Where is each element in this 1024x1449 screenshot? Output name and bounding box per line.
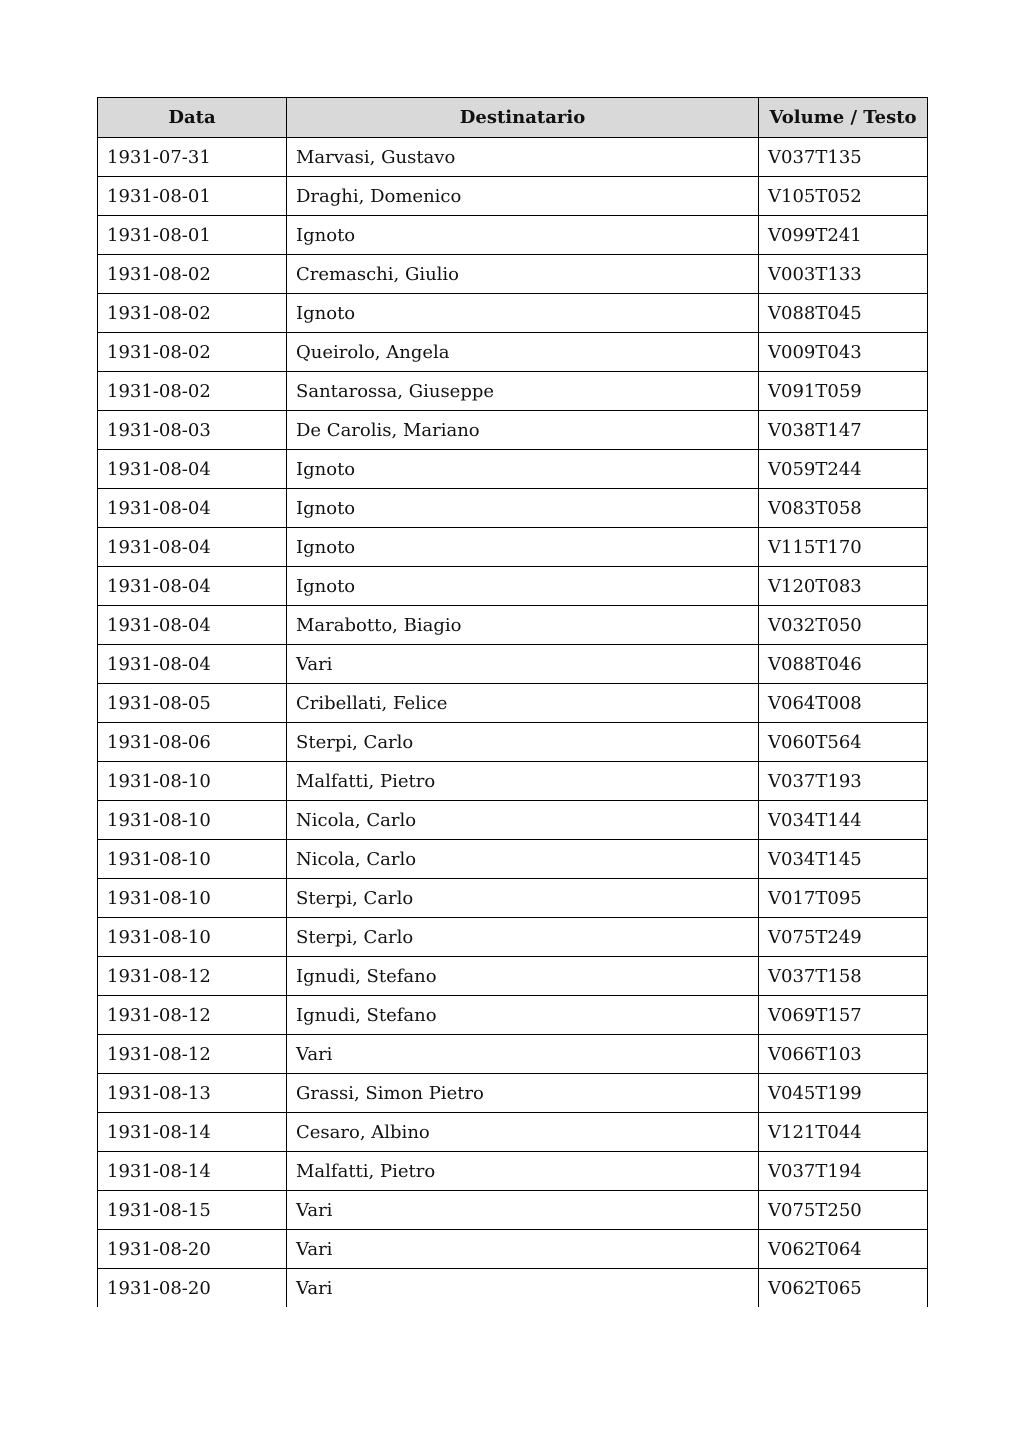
table-body: [98, 138, 928, 1308]
cell-date: 1931-08-06: [98, 723, 287, 762]
cell-volume-text: V032T050: [759, 606, 928, 645]
cell-volume-text: V069T157: [759, 996, 928, 1035]
cell-volume-text: V088T045: [759, 294, 928, 333]
table-row: [98, 801, 928, 840]
cell-recipient: Vari: [287, 1269, 759, 1308]
header-volume-text: Volume / Testo: [759, 98, 928, 138]
cell-recipient: Sterpi, Carlo: [287, 879, 759, 918]
cell-recipient: Ignoto: [287, 528, 759, 567]
cell-recipient: Marvasi, Gustavo: [287, 138, 759, 177]
cell-recipient: Cesaro, Albino: [287, 1113, 759, 1152]
cell-date: 1931-08-04: [98, 645, 287, 684]
cell-date: 1931-08-04: [98, 567, 287, 606]
cell-recipient: Nicola, Carlo: [287, 840, 759, 879]
table-row: [98, 294, 928, 333]
cell-date: 1931-08-04: [98, 489, 287, 528]
cell-volume-text: V105T052: [759, 177, 928, 216]
cell-date: 1931-08-13: [98, 1074, 287, 1113]
table-row: [98, 1191, 928, 1230]
cell-recipient: Santarossa, Giuseppe: [287, 372, 759, 411]
cell-recipient: Ignoto: [287, 216, 759, 255]
cell-date: 1931-08-12: [98, 957, 287, 996]
cell-volume-text: V120T083: [759, 567, 928, 606]
cell-date: 1931-08-01: [98, 216, 287, 255]
cell-volume-text: V017T095: [759, 879, 928, 918]
cell-volume-text: V062T065: [759, 1269, 928, 1308]
cell-date: 1931-08-14: [98, 1113, 287, 1152]
table-row: [98, 255, 928, 294]
letters-table: [97, 97, 928, 1307]
cell-date: 1931-08-10: [98, 918, 287, 957]
cell-date: 1931-08-10: [98, 879, 287, 918]
table-row: [98, 957, 928, 996]
cell-recipient: Queirolo, Angela: [287, 333, 759, 372]
cell-recipient: Ignoto: [287, 489, 759, 528]
table-row: [98, 1113, 928, 1152]
table-row: [98, 606, 928, 645]
cell-volume-text: V034T144: [759, 801, 928, 840]
table-row: [98, 762, 928, 801]
cell-volume-text: V088T046: [759, 645, 928, 684]
cell-recipient: Ignoto: [287, 450, 759, 489]
cell-volume-text: V066T103: [759, 1035, 928, 1074]
cell-recipient: Malfatti, Pietro: [287, 1152, 759, 1191]
cell-date: 1931-08-12: [98, 996, 287, 1035]
cell-volume-text: V009T043: [759, 333, 928, 372]
table-row: [98, 489, 928, 528]
cell-recipient: Vari: [287, 1230, 759, 1269]
table-row: [98, 1269, 928, 1308]
cell-date: 1931-08-15: [98, 1191, 287, 1230]
table-row: [98, 450, 928, 489]
header-date: Data: [98, 98, 287, 138]
table-row: [98, 1230, 928, 1269]
table-row: [98, 840, 928, 879]
cell-volume-text: V115T170: [759, 528, 928, 567]
cell-recipient: Vari: [287, 1035, 759, 1074]
cell-recipient: Vari: [287, 1191, 759, 1230]
table-row: [98, 684, 928, 723]
table-row: [98, 879, 928, 918]
table-header-row: [98, 98, 928, 138]
cell-volume-text: V003T133: [759, 255, 928, 294]
cell-date: 1931-08-02: [98, 372, 287, 411]
cell-recipient: Grassi, Simon Pietro: [287, 1074, 759, 1113]
cell-date: 1931-08-12: [98, 1035, 287, 1074]
cell-volume-text: V064T008: [759, 684, 928, 723]
cell-recipient: Sterpi, Carlo: [287, 723, 759, 762]
cell-volume-text: V034T145: [759, 840, 928, 879]
table-row: [98, 138, 928, 177]
table-row: [98, 333, 928, 372]
cell-volume-text: V037T194: [759, 1152, 928, 1191]
table-row: [98, 1152, 928, 1191]
cell-date: 1931-08-10: [98, 762, 287, 801]
cell-volume-text: V059T244: [759, 450, 928, 489]
table-row: [98, 567, 928, 606]
table-row: [98, 996, 928, 1035]
cell-volume-text: V045T199: [759, 1074, 928, 1113]
cell-recipient: Cribellati, Felice: [287, 684, 759, 723]
cell-volume-text: V037T193: [759, 762, 928, 801]
cell-recipient: Cremaschi, Giulio: [287, 255, 759, 294]
cell-date: 1931-08-04: [98, 528, 287, 567]
document-page: [97, 97, 927, 1307]
cell-volume-text: V060T564: [759, 723, 928, 762]
cell-date: 1931-08-05: [98, 684, 287, 723]
table-row: [98, 645, 928, 684]
table-row: [98, 1074, 928, 1113]
cell-date: 1931-08-10: [98, 840, 287, 879]
cell-volume-text: V075T249: [759, 918, 928, 957]
cell-recipient: De Carolis, Mariano: [287, 411, 759, 450]
cell-date: 1931-07-31: [98, 138, 287, 177]
cell-volume-text: V083T058: [759, 489, 928, 528]
cell-date: 1931-08-20: [98, 1269, 287, 1308]
cell-date: 1931-08-04: [98, 450, 287, 489]
cell-recipient: Marabotto, Biagio: [287, 606, 759, 645]
cell-volume-text: V037T135: [759, 138, 928, 177]
cell-recipient: Ignudi, Stefano: [287, 996, 759, 1035]
cell-volume-text: V062T064: [759, 1230, 928, 1269]
cell-volume-text: V037T158: [759, 957, 928, 996]
cell-date: 1931-08-02: [98, 294, 287, 333]
table-row: [98, 528, 928, 567]
cell-recipient: Sterpi, Carlo: [287, 918, 759, 957]
cell-volume-text: V075T250: [759, 1191, 928, 1230]
cell-date: 1931-08-14: [98, 1152, 287, 1191]
cell-volume-text: V121T044: [759, 1113, 928, 1152]
table-row: [98, 1035, 928, 1074]
table-row: [98, 723, 928, 762]
cell-date: 1931-08-20: [98, 1230, 287, 1269]
cell-date: 1931-08-04: [98, 606, 287, 645]
cell-recipient: Vari: [287, 645, 759, 684]
cell-recipient: Ignoto: [287, 294, 759, 333]
header-recipient: Destinatario: [287, 98, 759, 138]
cell-date: 1931-08-03: [98, 411, 287, 450]
cell-recipient: Ignoto: [287, 567, 759, 606]
table-row: [98, 216, 928, 255]
table-row: [98, 411, 928, 450]
table-row: [98, 177, 928, 216]
cell-recipient: Draghi, Domenico: [287, 177, 759, 216]
cell-date: 1931-08-02: [98, 333, 287, 372]
cell-recipient: Ignudi, Stefano: [287, 957, 759, 996]
cell-date: 1931-08-02: [98, 255, 287, 294]
cell-date: 1931-08-10: [98, 801, 287, 840]
cell-volume-text: V099T241: [759, 216, 928, 255]
table-row: [98, 372, 928, 411]
table-row: [98, 918, 928, 957]
cell-recipient: Nicola, Carlo: [287, 801, 759, 840]
cell-volume-text: V091T059: [759, 372, 928, 411]
cell-date: 1931-08-01: [98, 177, 287, 216]
cell-volume-text: V038T147: [759, 411, 928, 450]
cell-recipient: Malfatti, Pietro: [287, 762, 759, 801]
